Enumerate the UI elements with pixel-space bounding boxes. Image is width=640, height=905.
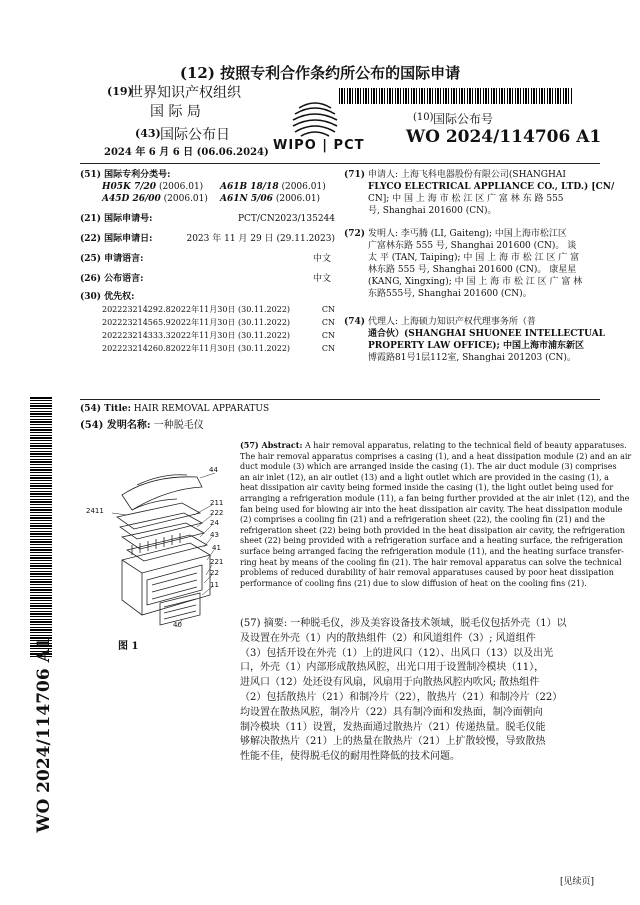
hair-removal-device-drawing [82,455,232,635]
agent-code: (74) [344,317,366,327]
abstract-en-line: (2) comprises a cooling fin (21) and a refrigeration sheet (22), the cooling fin (21) and the [240,515,606,525]
agent-line: 代理人: 上海硕力知识产权代理事务所（普 [368,317,536,327]
header-divider [80,163,600,164]
org-name: 世界知识产权组织 [129,85,241,101]
inventor-line: (KANG, Xingxing); 中 国 上 海 市 松 江 区 广 富 林 [368,277,583,287]
priority-row [102,344,290,354]
inventor-line: 发明人: 李丐腾 (LI, Gaiteng); 中国上海市松江区 [368,229,567,239]
ipc-row-1 [102,181,203,193]
abstract-zh-line: 制冷模块（11）设置，发热面通过散热片（21）传递热量。脱毛仪能 [240,721,546,733]
barcode-side [30,397,52,657]
priority-country: CN [321,331,335,340]
pub-no-value: WO 2024/114706 A1 [406,127,602,147]
applicant-line: 申请人: 上海飞科电器股份有限公司(SHANGHAI [368,170,566,180]
abstract-zh-line: 均设置在散热风腔，制冷片（22）具有制冷面和发热面，制冷面朝向 [240,706,543,718]
abstract-en-line: heat dissipation air cavity being formed inside the casing (1), the light outlet being used for [240,483,614,493]
pub-no-label: 国际公布号 [433,112,494,126]
abstract-zh-line: 及设置在外壳（1）内的散热组件（2）和风道组件（3）; 风道组件 [240,632,536,644]
applicant-line: FLYCO ELECTRICAL APPLIANCE CO., LTD.) [CN/ [368,182,615,192]
inventor-line: 东路555号, Shanghai 201600 (CN)。 [368,289,532,299]
title-zh-label: (54) 发明名称: [80,420,151,431]
abstract-zh-line: （2）包括散热片（21）和制冷片（22），散热片（21）和制冷片（22） [240,691,563,703]
pub-date-code: (43) [135,127,161,140]
applicant-code: (71) [344,170,366,180]
inventor-code: (72) [344,229,366,239]
ipc-version: (2006.01) [281,182,326,192]
priority-number: 202223214565.9 [102,318,171,327]
abstract-zh-line: 口，外壳（1）内部形成散热风腔，出光口用于设置制冷模块（11）， [240,662,545,674]
priority-date: 2022年11月30日 (30.11.2022) [170,318,291,327]
title-divider [80,399,600,400]
ipc-row-1b [220,181,326,193]
filing-lang-label: (25) 申请语言: [80,254,144,264]
agent-line: PROPERTY LAW OFFICE); 中国上海市浦东新区 [368,341,584,351]
fig-label: 44 [209,466,218,474]
agent-line: 通合伙）(SHANGHAI SHUONEE INTELLECTUAL [368,329,606,339]
wipo-logo-text: WIPO | PCT [273,138,365,153]
pub-no-code: (10) [413,112,434,123]
abstract-zh-line: 进风口（12）处还设有风扇，风扇用于向散热风腔内吹风; 散热组件 [240,677,540,689]
fig-label: 11 [210,581,219,589]
inventor-line: 广富林东路 555 号, Shanghai 201600 (CN)。 谈 [368,241,577,251]
filing-date-label: (22) 国际申请日: [80,234,153,244]
abstract-en-label: (57) Abstract: [240,440,303,450]
abstract-en-line [240,440,627,452]
priority-label: (30) 优先权: [80,292,135,302]
document-title: (12) 按照专利合作条约所公布的国际申请 [179,64,461,82]
priority-row [102,318,290,328]
ipc-code: A45D 26/00 [102,194,161,204]
fig-label: 43 [210,531,219,539]
abstract-en-line: an air inlet (12), an air outlet (13) and a light outlet which are provided in the casing (1), a [240,472,609,482]
priority-country: CN [321,318,335,327]
abstract-en-text: A hair removal apparatus, relating to the technical field of beauty apparatuses. [304,441,627,450]
fig-label: 40 [173,621,182,629]
title-en-label: (54) Title: [80,404,131,414]
barcode-top [339,88,573,104]
abstract-en-line: arranging a refrigeration module (11), a fan being further provided at the air inlet (12), and the [240,493,630,503]
abstract-en-line: sheet (22) being provided with a refrigeration surface and a heating surface, the refrigeration [240,536,623,546]
abstract-en-line: The hair removal apparatus comprises a casing (1), and a heat dissipation module (2) and an air [240,451,632,461]
ipc-version: (2006.01) [158,182,204,192]
priority-date: 2022年11月30日 (30.11.2022) [170,344,291,353]
fig-label: 211 [210,499,224,507]
side-pub-number: WO 2024/114706 A1 [34,637,54,833]
pub-lang-value: 中文 [312,274,331,284]
ipc-version: (2006.01) [163,194,208,204]
title-en [80,403,269,415]
title-zh [80,420,204,432]
fig-label: 221 [210,558,224,566]
priority-row [102,331,290,341]
app-no-label: (21) 国际申请号: [80,214,153,224]
ipc-code: A61N 5/06 [220,194,273,204]
abstract-en-line: problems of reduced durability of hair removal apparatuses caused by poor heat dissipation [240,568,614,578]
figure-1 [82,455,232,650]
ipc-code: A61B 18/18 [220,182,279,192]
org-code: (19) [107,85,133,98]
priority-number: 202223214260.8 [102,344,171,353]
fig-label: 2411 [86,507,104,515]
pub-date-label: 国际公布日 [160,127,230,143]
figure-caption: 图 1 [118,641,139,652]
ipc-version: (2006.01) [275,194,321,204]
applicant-line: 号, Shanghai 201600 (CN)。 [368,206,497,216]
abstract-en-line: duct module (3) which are arranged inside the casing (1). The air duct module (3) comprises [240,462,617,472]
applicant-line: CN]; 中 国 上 海 市 松 江 区 广 富 林 东 路 555 [368,194,564,204]
inventor-line: 林东路 555 号, Shanghai 201600 (CN)。 康星星 [368,265,577,275]
agent-line: 博霞路81号1层112室, Shanghai 201203 (CN)。 [368,353,576,363]
abstract-zh-line: (57) 摘要: 一种脱毛仪，涉及美容设备技术领域，脱毛仪包括外壳（1）以 [240,618,567,629]
pub-date-value: 2024 年 6 月 6 日 (06.06.2024) [104,147,269,158]
priority-number: 202223214333.3 [102,331,171,340]
priority-date: 2022年11月30日 (30.11.2022) [170,305,291,314]
ipc-code: H05K 7/20 [102,182,157,192]
abstract-en-line: surface being arranged facing the refrigeration module (11), and the heating surface transfer- [240,546,624,556]
priority-number: 202223214292.8 [102,305,171,314]
fig-label: 24 [210,519,219,527]
priority-country: CN [321,305,335,314]
ipc-label: (51) 国际专利分类号: [80,170,171,180]
priority-row [102,305,290,315]
org-sub: 国 际 局 [150,104,201,120]
fig-label: 41 [212,544,221,552]
filing-lang-value: 中文 [312,254,331,264]
abstract-zh-line: 性能不佳，使得脱毛仪的耐用性降低的技术问题。 [240,751,460,763]
priority-date: 2022年11月30日 (30.11.2022) [170,331,291,340]
fig-label: 222 [210,509,224,517]
abstract-en-line: performance of cooling fins (21) due to slow diffusion of heat on the cooling fins (21). [240,578,587,588]
pub-lang-label: (26) 公布语言: [80,274,144,284]
abstract-zh-line: 够解决散热片（21）上的热量在散热片（21）上扩散较慢，导致散热 [240,736,546,748]
fig-label: 22 [210,569,219,577]
abstract-en [240,440,632,589]
abstract-zh [240,617,602,765]
wipo-emblem-icon [265,98,365,138]
wipo-logo [265,98,365,158]
abstract-en-line: ring heat by means of the cooling fin (21). The hair removal apparatus can solve the technical [240,557,622,567]
abstract-en-line: refrigeration sheet (22) being both provided in the heat dissipation air cavity, the refrigeration [240,525,625,535]
title-en-value: HAIR REMOVAL APPARATUS [133,404,270,414]
title-zh-value: 一种脱毛仪 [153,420,204,431]
ipc-row-2b [220,193,320,205]
app-no-value: PCT/CN2023/135244 [237,214,335,224]
inventor-line: 太 平 (TAN, Taiping); 中 国 上 海 市 松 江 区 广 富 [368,253,580,263]
abstract-en-line: fan being used for blowing air into the heat dissipation air cavity. The heat dissipation module [240,504,623,514]
continued-marker: [见续页] [560,877,595,887]
filing-date-value: 2023 年 11 月 29 日 (29.11.2023) [186,234,335,244]
ipc-row-2 [102,193,208,205]
priority-country: CN [321,344,335,353]
abstract-zh-line: （3）包括开设在外壳（1）上的进风口（12）、出风口（13）以及出光 [240,647,554,659]
